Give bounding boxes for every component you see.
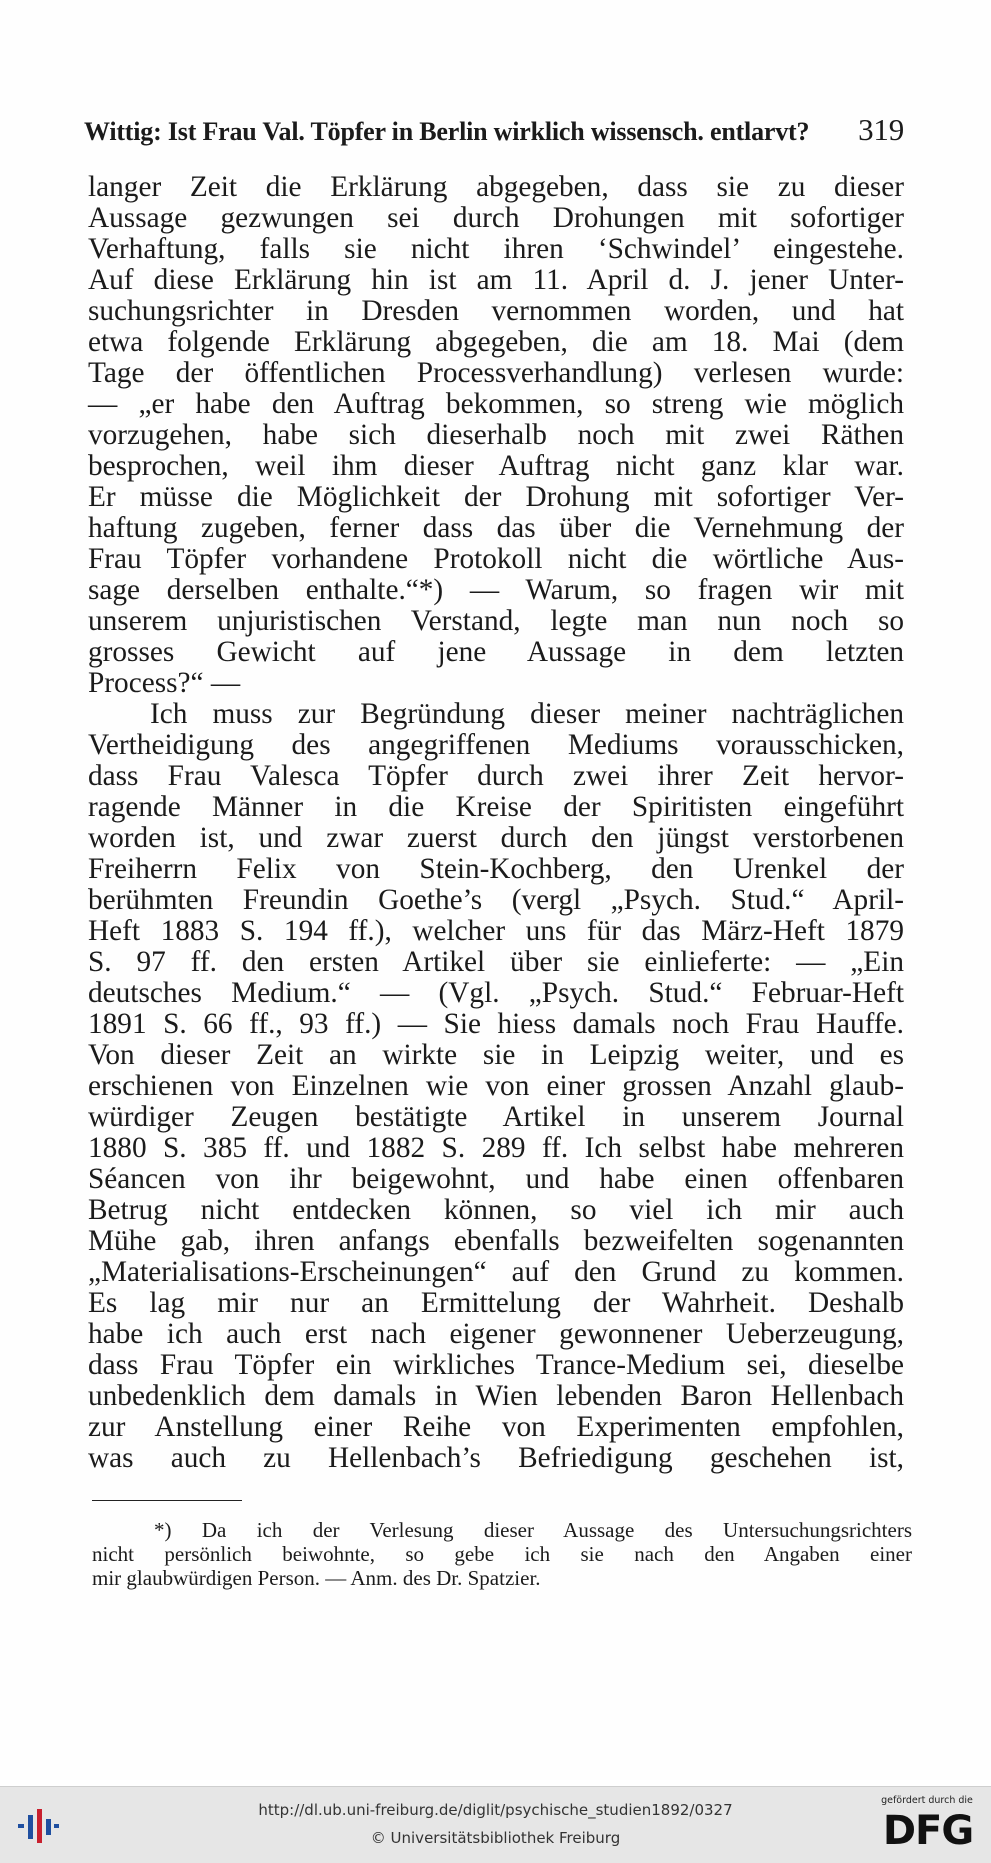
text-line: berühmten Freundin Goethe’s (vergl „Psych. Stud.“ April- xyxy=(88,884,904,916)
text-line: Heft 1883 S. 194 ff.), welcher uns für das März-Heft 1879 xyxy=(88,915,904,947)
text-line: zur Anstellung einer Reihe von Experimenten empfohlen, xyxy=(88,1411,904,1443)
footnote-line: mir glaubwürdigen Person. — Anm. des Dr. Spatzier. xyxy=(92,1566,541,1590)
body-text xyxy=(88,172,904,1474)
text-line: Auf diese Erklärung hin ist am 11. April d. J. jener Unter- xyxy=(88,264,904,296)
text-line: Séancen von ihr beigewohnt, und habe einen offenbaren xyxy=(88,1163,904,1195)
footnote-line: *) Da ich der Verlesung dieser Aussage des Untersuchungsrichters xyxy=(154,1518,912,1542)
text-line: — „er habe den Auftrag bekommen, so streng wie möglich xyxy=(88,388,904,420)
text-line: Process?“ — xyxy=(88,667,241,699)
text-line: worden ist, und zwar zuerst durch den jüngst verstorbenen xyxy=(88,822,904,854)
copyright-notice: © Universitätsbibliothek Freiburg xyxy=(370,1829,621,1847)
document-url[interactable]: http://dl.ub.uni-freiburg.de/diglit/psychische_studien1892/0327 xyxy=(258,1801,733,1819)
text-line: Betrug nicht entdecken können, so viel ich mir auch xyxy=(88,1194,904,1226)
text-line: Mühe gab, ihren anfangs ebenfalls bezweifelten sogenannten xyxy=(88,1225,904,1257)
text-line: Freiherrn Felix von Stein-Kochberg, den Urenkel der xyxy=(88,853,904,885)
text-line: sage derselben enthalte.“*) — Warum, so fragen wir mit xyxy=(88,574,904,606)
text-line: „Materialisations-Erscheinungen“ auf den Grund zu kommen. xyxy=(88,1256,904,1288)
text-line: vorzugehen, habe sich dieserhalb noch mit zwei Räthen xyxy=(88,419,904,451)
text-line: Frau Töpfer vorhandene Protokoll nicht die wörtliche Aus- xyxy=(88,543,904,575)
text-line: Er müsse die Möglichkeit der Drohung mit sofortiger Ver- xyxy=(88,481,904,513)
text-line: etwa folgende Erklärung abgegeben, die am 18. Mai (dem xyxy=(88,326,904,358)
text-line: Es lag mir nur an Ermittelung der Wahrheit. Deshalb xyxy=(88,1287,904,1319)
text-line: unbedenklich dem damals in Wien lebenden Baron Hellenbach xyxy=(88,1380,904,1412)
text-line: Von dieser Zeit an wirkte sie in Leipzig weiter, und es xyxy=(88,1039,904,1071)
running-head xyxy=(84,112,904,146)
text-line: haftung zugeben, ferner dass das über die Vernehmung der xyxy=(88,512,904,544)
footnote-line: nicht persönlich beiwohnte, so gebe ich sie nach den Angaben einer xyxy=(92,1542,912,1566)
page-number: 319 xyxy=(858,112,904,147)
text-line: Verhaftung, falls sie nicht ihren ‘Schwindel’ eingestehe. xyxy=(88,233,904,265)
running-head-title: Wittig: Ist Frau Val. Töpfer in Berlin wirklich wissensch. entlarvt? xyxy=(84,117,810,146)
text-line: deutsches Medium.“ — (Vgl. „Psych. Stud.“ Februar-Heft xyxy=(88,977,904,1009)
text-line: 1880 S. 385 ff. und 1882 S. 289 ff. Ich selbst habe mehreren xyxy=(88,1132,904,1164)
footnote xyxy=(92,1518,912,1590)
text-line: unserem unjuristischen Verstand, legte man nun noch so xyxy=(88,605,904,637)
text-line: was auch zu Hellenbach’s Befriedigung geschehen ist, xyxy=(88,1442,904,1474)
text-line: 1891 S. 66 ff., 93 ff.) — Sie hiess damals noch Frau Hauffe. xyxy=(88,1008,904,1040)
text-line: Vertheidigung des angegriffenen Mediums vorausschicken, xyxy=(88,729,904,761)
text-line: dass Frau Valesca Töpfer durch zwei ihrer Zeit hervor- xyxy=(88,760,904,792)
text-line: Aussage gezwungen sei durch Drohungen mit sofortiger xyxy=(88,202,904,234)
text-line: Ich muss zur Begründung dieser meiner nachträglichen xyxy=(150,698,904,730)
text-line: S. 97 ff. den ersten Artikel über sie einlieferte: — „Ein xyxy=(88,946,904,978)
text-line: ragende Männer in die Kreise der Spiritisten eingeführt xyxy=(88,791,904,823)
text-line: erschienen von Einzelnen wie von einer grossen Anzahl glaub- xyxy=(88,1070,904,1102)
funding-note: gefördert durch die xyxy=(881,1795,973,1806)
viewer-footer-bar xyxy=(0,1786,991,1863)
footnote-rule xyxy=(92,1500,242,1501)
text-line: suchungsrichter in Dresden vernommen worden, und hat xyxy=(88,295,904,327)
text-line: Tage der öffentlichen Processverhandlung) verlesen wurde: xyxy=(88,357,904,389)
text-line: grosses Gewicht auf jene Aussage in dem letzten xyxy=(88,636,904,668)
dfg-logo-icon[interactable]: DFG xyxy=(882,1808,974,1854)
text-line: würdiger Zeugen bestätigte Artikel in unserem Journal xyxy=(88,1101,904,1133)
text-line: besprochen, weil ihm dieser Auftrag nicht ganz klar war. xyxy=(88,450,904,482)
text-line: dass Frau Töpfer ein wirkliches Trance-Medium sei, dieselbe xyxy=(88,1349,904,1381)
text-line: habe ich auch erst nach eigener gewonnener Ueberzeugung, xyxy=(88,1318,904,1350)
text-line: langer Zeit die Erklärung abgegeben, dass sie zu dieser xyxy=(88,171,904,203)
